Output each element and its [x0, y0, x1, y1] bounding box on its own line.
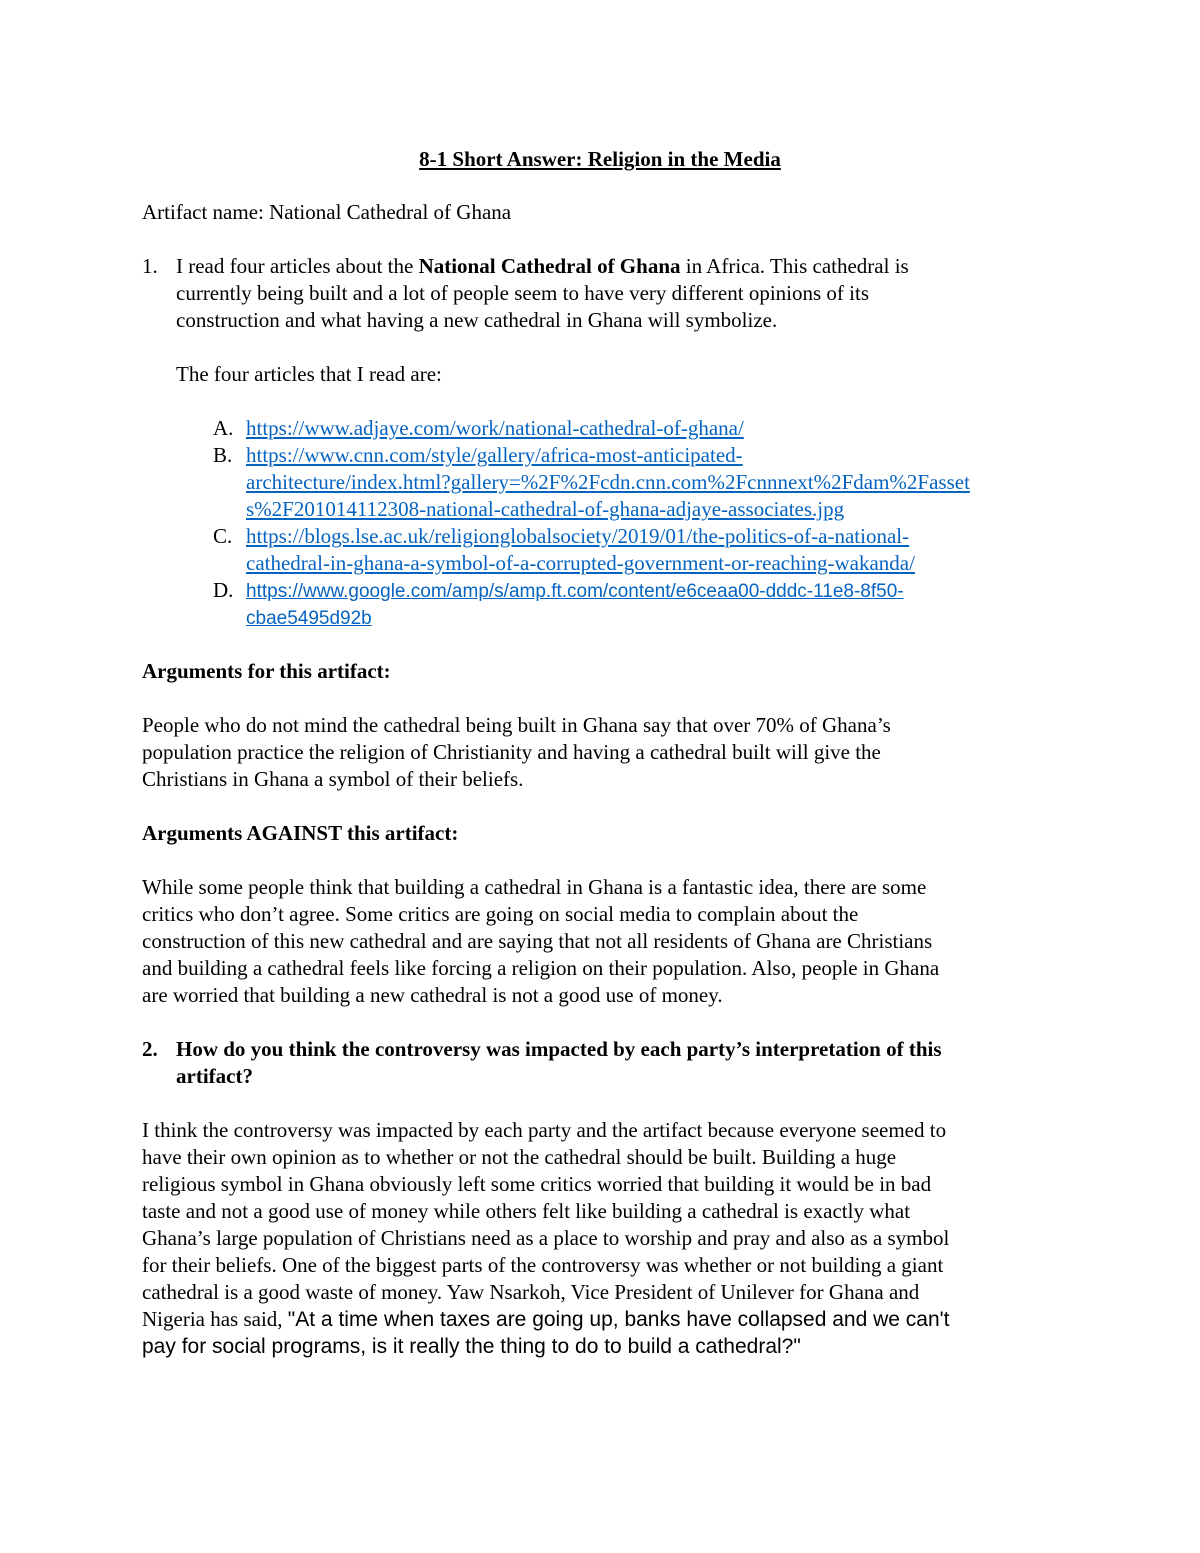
q1-text-pre: I read four articles about the — [176, 254, 419, 278]
articles-intro: The four articles that I read are: — [176, 362, 442, 386]
link-c[interactable] — [246, 523, 909, 550]
answer-line-8-text: Nigeria has said, — [142, 1307, 288, 1331]
link-d-marker: D. — [213, 578, 234, 602]
link-c-line-1[interactable]: https://blogs.lse.ac.uk/religionglobalsociety/2019/01/the-politics-of-a-national- — [246, 524, 910, 548]
question-1-line-3: construction and what having a new cathedral in Ghana will symbolize. — [176, 308, 778, 332]
answer-line-6: for their beliefs. One of the biggest parts of the controversy was whether or not building a giant — [142, 1253, 944, 1277]
question-2-line-1: How do you think the controversy was impacted by each party’s interpretation of this — [176, 1037, 942, 1061]
link-a-line-1[interactable]: https://www.adjaye.com/work/national-cathedral-of-ghana/ — [246, 416, 744, 440]
link-c-line-2[interactable]: cathedral-in-ghana-a-symbol-of-a-corrupted-government-or-reaching-wakanda/ — [246, 551, 915, 575]
link-d-cont-1[interactable] — [246, 604, 372, 632]
question-1-number: 1. — [142, 254, 158, 278]
answer-quote-end: pay for social programs, is it really the thing to do to build a cathedral?" — [142, 1335, 801, 1358]
link-b[interactable] — [246, 442, 743, 469]
link-b-line-2[interactable]: architecture/index.html?gallery=%2F%2Fcdn.cnn.com%2Fcnnnext%2Fdam%2Fasset — [246, 470, 970, 494]
arguments-against-line-4: and building a cathedral feels like forcing a religion on their population. Also, people in Ghana — [142, 956, 940, 980]
answer-line-5: Ghana’s large population of Christians need as a place to worship and pray and also as a symbol — [142, 1226, 950, 1250]
arguments-for-line-1: People who do not mind the cathedral being built in Ghana say that over 70% of Ghana’s — [142, 713, 891, 737]
arguments-against-heading: Arguments AGAINST this artifact: — [142, 821, 459, 845]
q1-text-post: in Africa. This cathedral is — [680, 254, 909, 278]
arguments-against-line-5: are worried that building a new cathedral is not a good use of money. — [142, 983, 723, 1007]
link-b-marker: B. — [213, 443, 233, 467]
answer-line-7: cathedral is a good waste of money. Yaw Nsarkoh, Vice President of Unilever for Ghana and — [142, 1280, 920, 1304]
q1-text-bold: National Cathedral of Ghana — [418, 254, 681, 278]
link-b-line-1[interactable]: https://www.cnn.com/style/gallery/africa-most-anticipated- — [246, 443, 743, 467]
question-1-line-1 — [176, 253, 909, 280]
arguments-for-line-3: Christians in Ghana a symbol of their beliefs. — [142, 767, 524, 791]
answer-line-2: have their own opinion as to whether or not the cathedral should be built. Building a huge — [142, 1145, 897, 1169]
link-b-cont-2[interactable] — [246, 496, 844, 523]
artifact-name-line: Artifact name: National Cathedral of Ghana — [142, 200, 512, 224]
arguments-against-line-1: While some people think that building a cathedral in Ghana is a fantastic idea, there are some — [142, 875, 927, 899]
link-d[interactable] — [246, 577, 904, 605]
question-2-line-2: artifact? — [176, 1064, 253, 1088]
answer-line-8 — [142, 1306, 950, 1333]
arguments-against-line-3: construction of this new cathedral and are saying that not all residents of Ghana are Christians — [142, 929, 933, 953]
link-a-marker: A. — [213, 416, 234, 440]
answer-line-1: I think the controversy was impacted by each party and the artifact because everyone seemed to — [142, 1118, 947, 1142]
link-c-marker: C. — [213, 524, 233, 548]
arguments-for-line-2: population practice the religion of Christianity and having a cathedral built will give the — [142, 740, 881, 764]
link-d-line-1[interactable]: https://www.google.com/amp/s/amp.ft.com/content/e6ceaa00-dddc-11e8-8f50- — [246, 581, 904, 602]
link-d-line-2[interactable]: cbae5495d92b — [246, 608, 372, 629]
arguments-for-heading: Arguments for this artifact: — [142, 659, 391, 683]
question-1-line-2: currently being built and a lot of people seem to have very different opinions of its — [176, 281, 870, 305]
question-2-number: 2. — [142, 1037, 158, 1061]
answer-quote-start: "At a time when taxes are going up, banks have collapsed and we can't — [287, 1308, 950, 1331]
link-a[interactable] — [246, 415, 744, 442]
answer-line-4: taste and not a good use of money while others felt like building a cathedral is exactly what — [142, 1199, 911, 1223]
link-b-cont-1[interactable] — [246, 469, 970, 496]
link-c-cont-1[interactable] — [246, 550, 915, 577]
arguments-against-line-2: critics who don’t agree. Some critics are going on social media to complain about the — [142, 902, 859, 926]
document-title: 8-1 Short Answer: Religion in the Media — [419, 147, 781, 171]
link-b-line-3[interactable]: s%2F201014112308-national-cathedral-of-ghana-adjaye-associates.jpg — [246, 497, 845, 521]
answer-line-3: religious symbol in Ghana obviously left some critics worried that building it would be in bad — [142, 1172, 932, 1196]
